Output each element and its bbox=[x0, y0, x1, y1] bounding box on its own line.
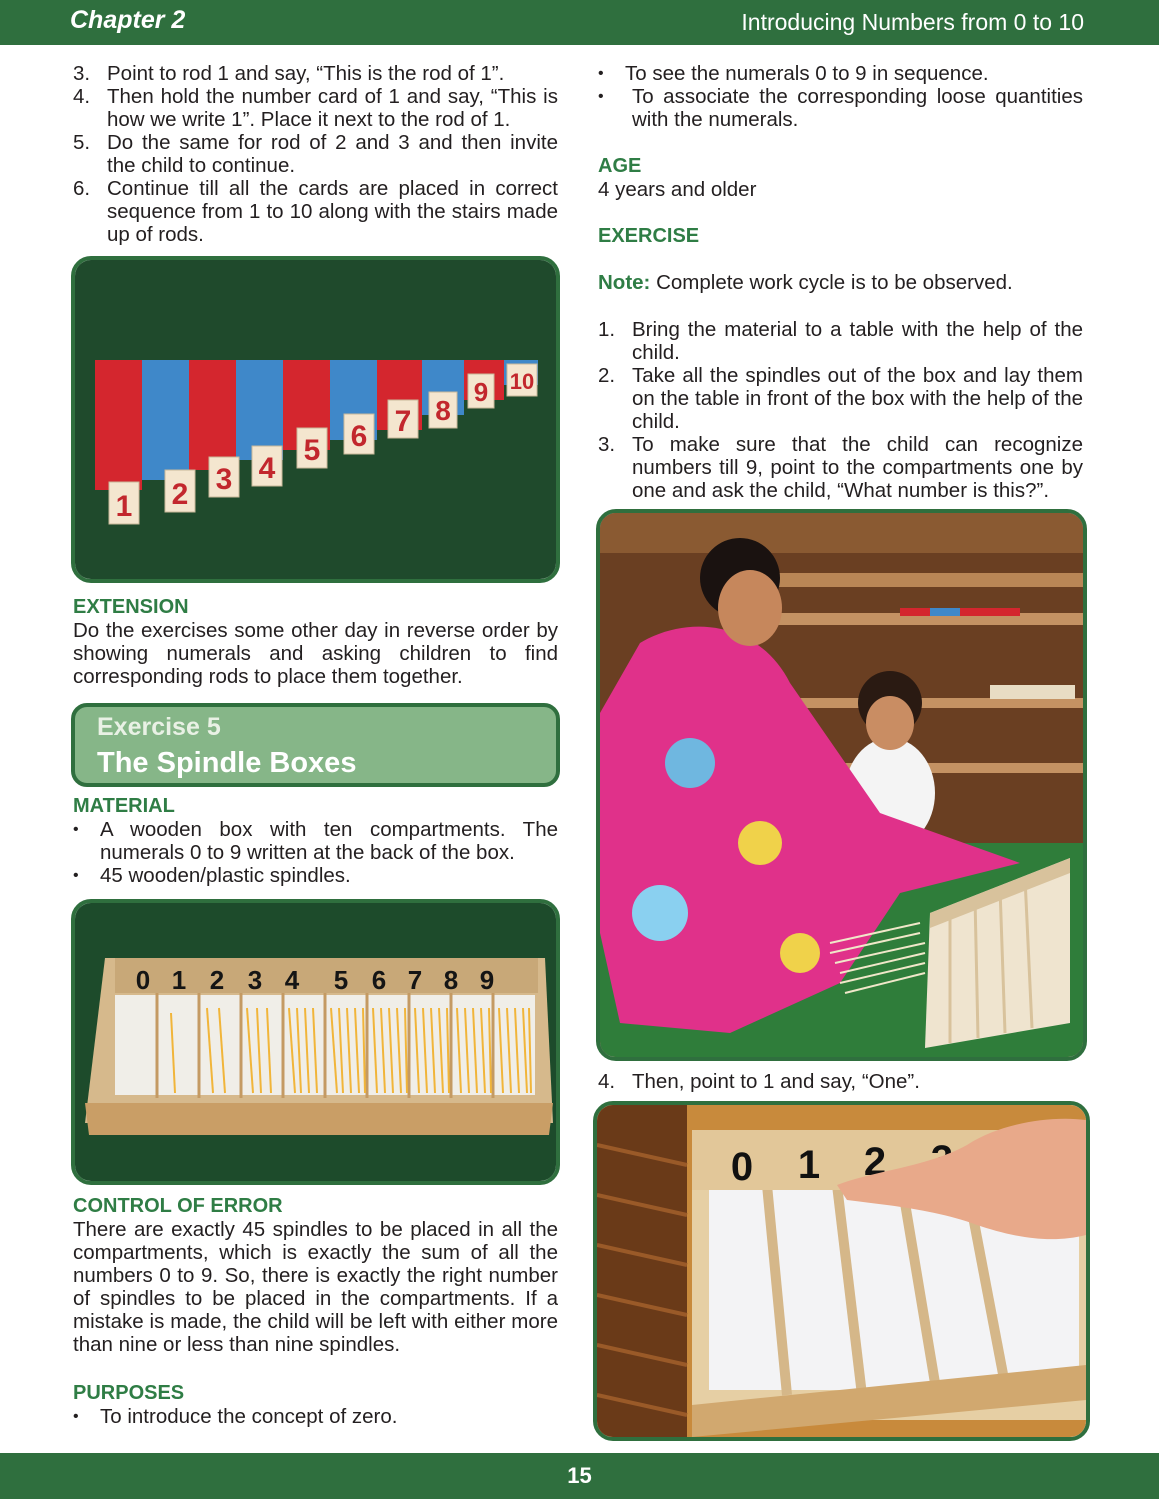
box-numeral-5: 5 bbox=[333, 965, 349, 995]
note-label: Note: bbox=[598, 271, 651, 294]
closeup-numeral-1: 1 bbox=[797, 1143, 821, 1187]
box-numeral-2: 2 bbox=[209, 965, 225, 995]
rod-card-2: 2 bbox=[171, 478, 189, 511]
box-numeral-4: 4 bbox=[284, 965, 300, 995]
number-rods-photo bbox=[71, 256, 560, 583]
rod-card-1: 1 bbox=[115, 490, 133, 523]
box-numeral-3: 3 bbox=[247, 965, 263, 995]
box-numeral-8: 8 bbox=[443, 965, 459, 995]
material-item: • A wooden box with ten compartments. The numerals 0 to 9 written at the back of the box. bbox=[73, 818, 558, 864]
step-item: 5. Do the same for rod of 2 and 3 and then invite the child to continue. bbox=[73, 131, 558, 177]
box-numeral-7: 7 bbox=[407, 965, 423, 995]
exercise-section bbox=[598, 225, 1083, 248]
material-heading: MATERIAL bbox=[73, 795, 175, 817]
teacher-child-photo bbox=[596, 509, 1087, 1061]
purpose-item: • To associate the corresponding loose quantities with the numerals. bbox=[598, 85, 1083, 131]
rod-card-10: 10 bbox=[509, 369, 535, 394]
rod-card-3: 3 bbox=[215, 463, 233, 496]
exercise-title: The Spindle Boxes bbox=[97, 747, 357, 779]
exercise-title-box bbox=[71, 703, 560, 787]
age-text: 4 years and older bbox=[598, 178, 757, 201]
step-item: 6. Continue till all the cards are placed in correct sequence from 1 to 10 along with the stairs made up of rods. bbox=[73, 177, 558, 246]
exercise-heading: EXERCISE bbox=[598, 225, 700, 247]
control-of-error-section bbox=[73, 1195, 558, 1356]
step-item: 3. Point to rod 1 and say, “This is the rod of 1”. bbox=[73, 62, 505, 85]
material-section bbox=[73, 795, 558, 887]
box-numeral-9: 9 bbox=[479, 965, 495, 995]
step-4 bbox=[598, 1070, 1083, 1093]
right-steps bbox=[598, 318, 1083, 502]
exercise-label: Exercise 5 bbox=[97, 713, 221, 741]
page-number: 15 bbox=[567, 1463, 592, 1488]
rod-card-5: 5 bbox=[303, 434, 321, 467]
pointing-closeup-photo bbox=[593, 1101, 1090, 1441]
chapter-label: Chapter 2 bbox=[70, 6, 186, 34]
control-heading: CONTROL OF ERROR bbox=[73, 1195, 283, 1217]
page-footer bbox=[0, 1453, 1159, 1499]
rod-card-6: 6 bbox=[350, 420, 368, 453]
purpose-item: • To introduce the concept of zero. bbox=[73, 1405, 398, 1428]
material-item: • 45 wooden/plastic spindles. bbox=[73, 864, 351, 887]
box-numeral-0: 0 bbox=[135, 965, 151, 995]
extension-heading: EXTENSION bbox=[73, 596, 189, 618]
spindle-box-photo bbox=[71, 899, 560, 1185]
closeup-numeral-2: 2 bbox=[863, 1140, 887, 1184]
chapter-title: Introducing Numbers from 0 to 10 bbox=[741, 9, 1084, 35]
box-numeral-1: 1 bbox=[171, 965, 187, 995]
rod-card-8: 8 bbox=[435, 395, 451, 426]
rod-card-9: 9 bbox=[473, 377, 489, 407]
purposes-section bbox=[73, 1382, 558, 1428]
age-section bbox=[598, 155, 1083, 201]
chapter-header bbox=[0, 0, 1159, 45]
age-heading: AGE bbox=[598, 155, 642, 177]
note bbox=[598, 271, 1083, 294]
right-purposes bbox=[598, 62, 1083, 131]
extension-text: Do the exercises some other day in reverse order by showing numerals and asking children to find corresponding rods to place them together. bbox=[73, 619, 558, 688]
note-text: Complete work cycle is to be observed. bbox=[650, 271, 1013, 294]
step-item: 4. Then hold the number card of 1 and say, “This is how we write 1”. Place it next to the rod of 1. bbox=[73, 85, 558, 131]
purpose-item: • To see the numerals 0 to 9 in sequence. bbox=[598, 62, 989, 85]
step-item: 4. Then, point to 1 and say, “One”. bbox=[598, 1070, 920, 1093]
closeup-numeral-0: 0 bbox=[730, 1145, 754, 1189]
step-item: 3. To make sure that the child can recognize numbers till 9, point to the compartments one by one and ask the child, “What number is this?”. bbox=[598, 433, 1083, 502]
step-item: 2. Take all the spindles out of the box and lay them on the table in front of the box with the help of the child. bbox=[598, 364, 1083, 433]
step-item: 1. Bring the material to a table with the help of the child. bbox=[598, 318, 1083, 364]
purposes-heading: PURPOSES bbox=[73, 1382, 185, 1404]
extension-section bbox=[73, 596, 558, 688]
rod-card-7: 7 bbox=[394, 405, 412, 438]
rod-card-4: 4 bbox=[258, 452, 276, 485]
control-text: There are exactly 45 spindles to be placed in all the compartments, which is exactly the sum of all the numbers 0 to 9. So, there is exactly the right number of spindles to be placed in the compartments. If a mistake is made, the child will be left with either more than nine or less than nine spindles. bbox=[73, 1218, 558, 1356]
box-numeral-6: 6 bbox=[371, 965, 387, 995]
left-steps bbox=[73, 62, 558, 246]
